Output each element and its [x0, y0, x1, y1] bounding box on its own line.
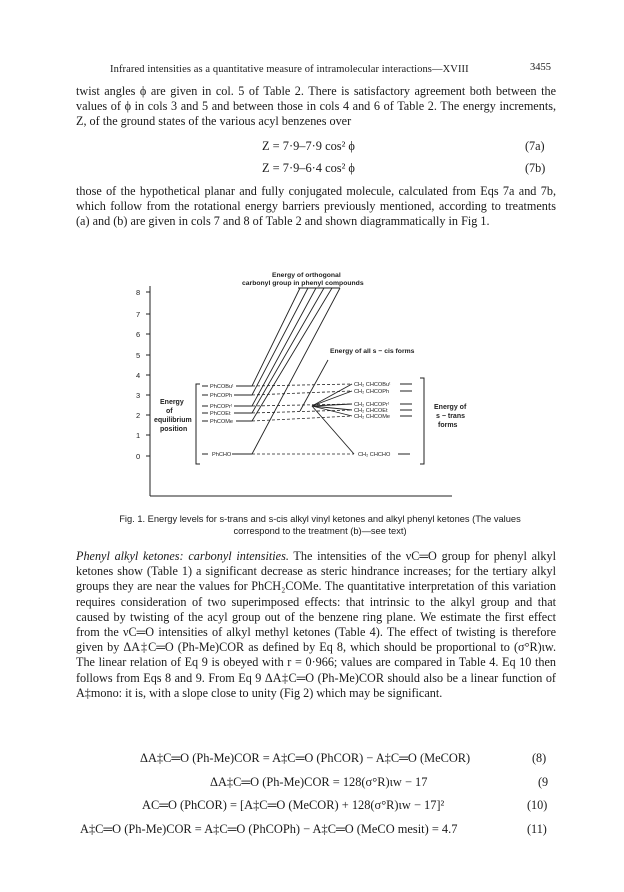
paragraph-3: [76, 549, 556, 701]
equation-11: A‡C═O (Ph-Me)COR = A‡C═O (PhCOPh) − A‡C═O (MeCO mesit) = 4.7: [80, 822, 458, 836]
label-energy-eq-3: equilibrium: [154, 417, 192, 424]
level-phcobut: PhCOBuᵗ: [210, 384, 234, 390]
level-vinyl-coet: CH₂ CHCOEt: [354, 408, 388, 414]
y-tick-8: 8: [136, 288, 141, 297]
paragraph-3-heading: Phenyl alkyl ketones: carbonyl intensities.: [76, 549, 289, 563]
paragraph-2: those of the hypothetical planar and fully conjugated molecule, calculated from Eqs 7a and 7b, which follow from the rotational energy barriers previously mentioned, according to treatments (a) and (b) are given in cols 7 and 8 of Table 2 and shown diagrammatically in Fig 1.: [76, 184, 556, 229]
page-number: 3455: [530, 62, 551, 73]
level-vinyl-cho: CH₂ CHCHO: [358, 452, 391, 458]
y-tick-5: 5: [136, 351, 141, 360]
level-phcome: PhCOMe: [210, 419, 234, 425]
equation-7b-number: (7b): [525, 161, 546, 175]
energy-level-figure: [102, 268, 532, 508]
caption-line-1: Fig. 1. Energy levels for s-trans and s-cis alkyl vinyl ketones and alkyl phenyl ketones (The values: [119, 514, 521, 524]
caption-line-2: correspond to the treatment (b)—see text): [233, 526, 407, 536]
level-phcho: PhCHO: [212, 452, 232, 458]
label-strans-3: forms: [438, 422, 458, 429]
y-tick-1: 1: [136, 431, 141, 440]
paragraph-3-body: The intensities of the νC═O group for phenyl alkyl ketones show (Table 1) a significant decrease as steric hindrance increases; for the tertiary alkyl groups they are near the values for PhCH₂COMe. The quantitative interpretation of this variation requires consideration of two superimposed effects: that intrinsic to the alkyl group and that caused by twisting of the acyl group out of the benzene ring plane. We estimate the first effect from the νC═O intensities of alkyl methyl ketones (Table 4). The effect of twisting is therefore given by ΔA‡C═O (Ph-Me)COR as defined by Eq 8, which should be proportional to (σ°R)ιw. The linear relation of Eq 9 is obeyed with r = 0·966; values are compared in Table 4. Eq 10 then follows from Eqs 8 and 9. From Eq 9 ΔA‡C═O (Ph-Me)COR should also be a linear function of A‡mono: it is, with a slope close to unity (Fig 2) which may be significant.: [76, 549, 557, 700]
level-phcopri: PhCOPrᵗ: [210, 404, 233, 410]
label-scis: Energy of all s − cis forms: [330, 348, 415, 355]
level-vinyl-come: CH₂ CHCOMe: [354, 414, 391, 420]
y-tick-6: 6: [136, 330, 141, 339]
equation-7a-number: (7a): [525, 139, 545, 153]
label-strans-1: Energy of: [434, 404, 467, 411]
equation-7b: Z = 7·9–6·4 cos² ϕ: [262, 161, 355, 175]
label-strans-2: s − trans: [436, 413, 465, 420]
equation-8-number: (8): [532, 751, 547, 765]
paragraph-1: twist angles ϕ are given in col. 5 of Table 2. There is satisfactory agreement both between the values of ϕ in cols 3 and 5 and between those in cols 4 and 6 of Table 2. The energy increments, Z, of the ground states of the various acyl benzenes over: [76, 84, 556, 129]
y-tick-7: 7: [136, 310, 141, 319]
equation-11-number: (11): [527, 822, 547, 836]
level-phcoet: PhCOEt: [210, 411, 231, 417]
y-tick-3: 3: [136, 391, 141, 400]
y-tick-0: 0: [136, 452, 141, 461]
running-title: Infrared intensities as a quantitative measure of intramolecular interactions—XVIII: [110, 64, 469, 75]
y-tick-4: 4: [136, 371, 141, 380]
equation-8: ΔA‡C═O (Ph-Me)COR = A‡C═O (PhCOR) − A‡C═O (MeCOR): [140, 751, 471, 765]
level-vinyl-coph: CH₂ CHCOPh: [354, 389, 390, 395]
y-tick-2: 2: [136, 411, 141, 420]
equation-10: AC═O (PhCOR) = [A‡C═O (MeCOR) + 128(σ°R)ιw − 17]²: [142, 798, 445, 812]
equation-9-number: (9: [538, 775, 549, 789]
level-phcoph: PhCOPh: [210, 393, 233, 399]
level-vinyl-copri: CH₂ CHCOPrᵗ: [354, 402, 390, 408]
equation-9: ΔA‡C═O (Ph-Me)COR = 128(σ°R)ιw − 17: [210, 775, 428, 789]
label-orthogonal-1: Energy of orthogonal: [272, 272, 341, 279]
equation-7a: Z = 7·9–7·9 cos² ϕ: [262, 139, 355, 153]
equation-10-number: (10): [527, 798, 548, 812]
label-energy-eq-4: position: [160, 426, 188, 433]
figure-caption: [100, 513, 540, 537]
level-vinyl-cobut: CH₂ CHCOBuᵗ: [354, 382, 391, 388]
label-energy-eq-2: of: [166, 408, 173, 415]
label-orthogonal-2: carbonyl group in phenyl compounds: [242, 280, 364, 287]
label-energy-eq-1: Energy: [160, 399, 184, 406]
